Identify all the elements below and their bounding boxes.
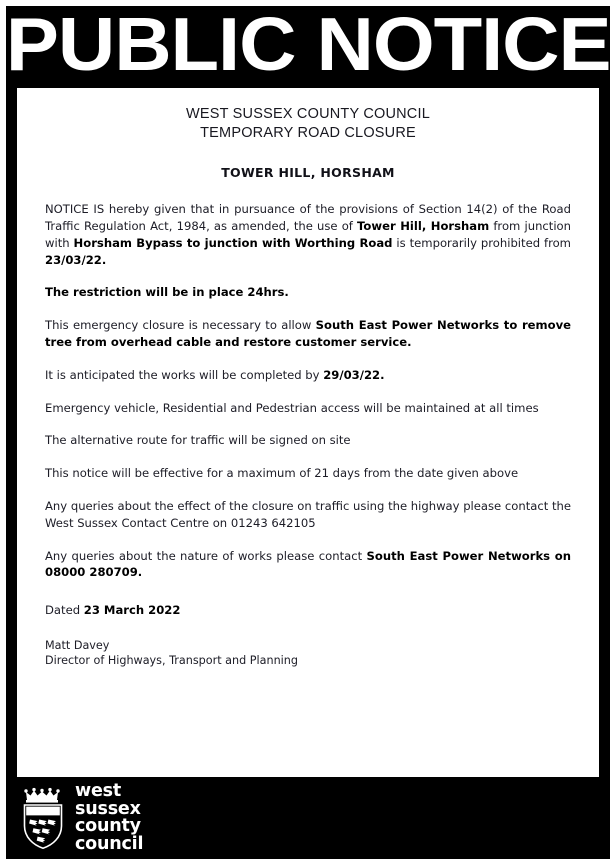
p1-text-1: NOTICE IS hereby given that in pursuance of the provisions of Section 14(2) of the Road Traffic Regulation Act, 1984, as amended, the use of [45, 202, 571, 234]
poster-frame [6, 6, 610, 859]
dated-value: 23 March 2022 [83, 603, 181, 618]
west-sussex-crest-icon [20, 787, 66, 849]
p9-text-1: Any queries about the nature of works please contact [45, 548, 367, 563]
paragraph-validity: This notice will be effective for a maximum of 21 days from the date given above [45, 466, 519, 481]
issuing-authority [45, 105, 571, 143]
panel-wrapper [6, 82, 610, 777]
banner [6, 6, 610, 82]
paragraph-works-queries [45, 548, 571, 582]
dated-line [45, 603, 571, 617]
signatory-role: Director of Highways, Transport and Planning [45, 653, 298, 667]
paragraph-alternative-route: The alternative route for traffic will be signed on site [45, 433, 351, 448]
banner-title: PUBLIC NOTICE [6, 6, 610, 82]
p4-end-date: 29/03/22. [323, 367, 385, 382]
notice-panel [17, 88, 599, 777]
p1-extent: Horsham Bypass to junction with Worthing Road [73, 235, 393, 250]
paragraph-restriction-hours: The restriction will be in place 24hrs. [45, 285, 289, 300]
logo-line-sussex: sussex [75, 798, 141, 819]
p1-start-date: 23/03/22. [45, 252, 107, 267]
paragraph-legal-notice [45, 201, 571, 268]
paragraph-reason [45, 317, 571, 351]
paragraph-access: Emergency vehicle, Residential and Pedestrian access will be maintained at all times [45, 400, 539, 415]
authority-line-2: TEMPORARY ROAD CLOSURE [200, 125, 416, 142]
p3-text-1: This emergency closure is necessary to allow [45, 318, 316, 333]
logo-wordmark [75, 783, 143, 853]
logo-line-west: west [75, 781, 122, 801]
dated-label: Dated [45, 603, 84, 618]
west-sussex-county-council-logo [20, 783, 143, 853]
p9-contact: South East Power Networks on 08000 280709. [45, 548, 571, 580]
p1-text-3: is temporarily prohibited from [392, 235, 571, 250]
p1-road-name: Tower Hill, Horsham [357, 219, 490, 234]
paragraph-completion [45, 367, 571, 384]
signatory-name: Matt Davey [45, 639, 110, 653]
footer-bar [6, 777, 610, 859]
signature-block [45, 603, 571, 668]
paragraph-highway-queries: Any queries about the effect of the closure on traffic using the highway please contact the West Sussex Contact Centre on 01243 642105 [45, 499, 571, 530]
notice-subject: TOWER HILL, HORSHAM [221, 165, 395, 181]
p4-text-1: It is anticipated the works will be completed by [45, 367, 324, 382]
p1-text-2: from junction with [45, 219, 571, 250]
p3-works-description: South East Power Networks to remove tree from overhead cable and restore customer service. [45, 318, 571, 350]
logo-line-council: council [75, 833, 144, 854]
authority-line-1: WEST SUSSEX COUNTY COUNCIL [186, 106, 430, 122]
logo-line-county: county [75, 816, 141, 836]
